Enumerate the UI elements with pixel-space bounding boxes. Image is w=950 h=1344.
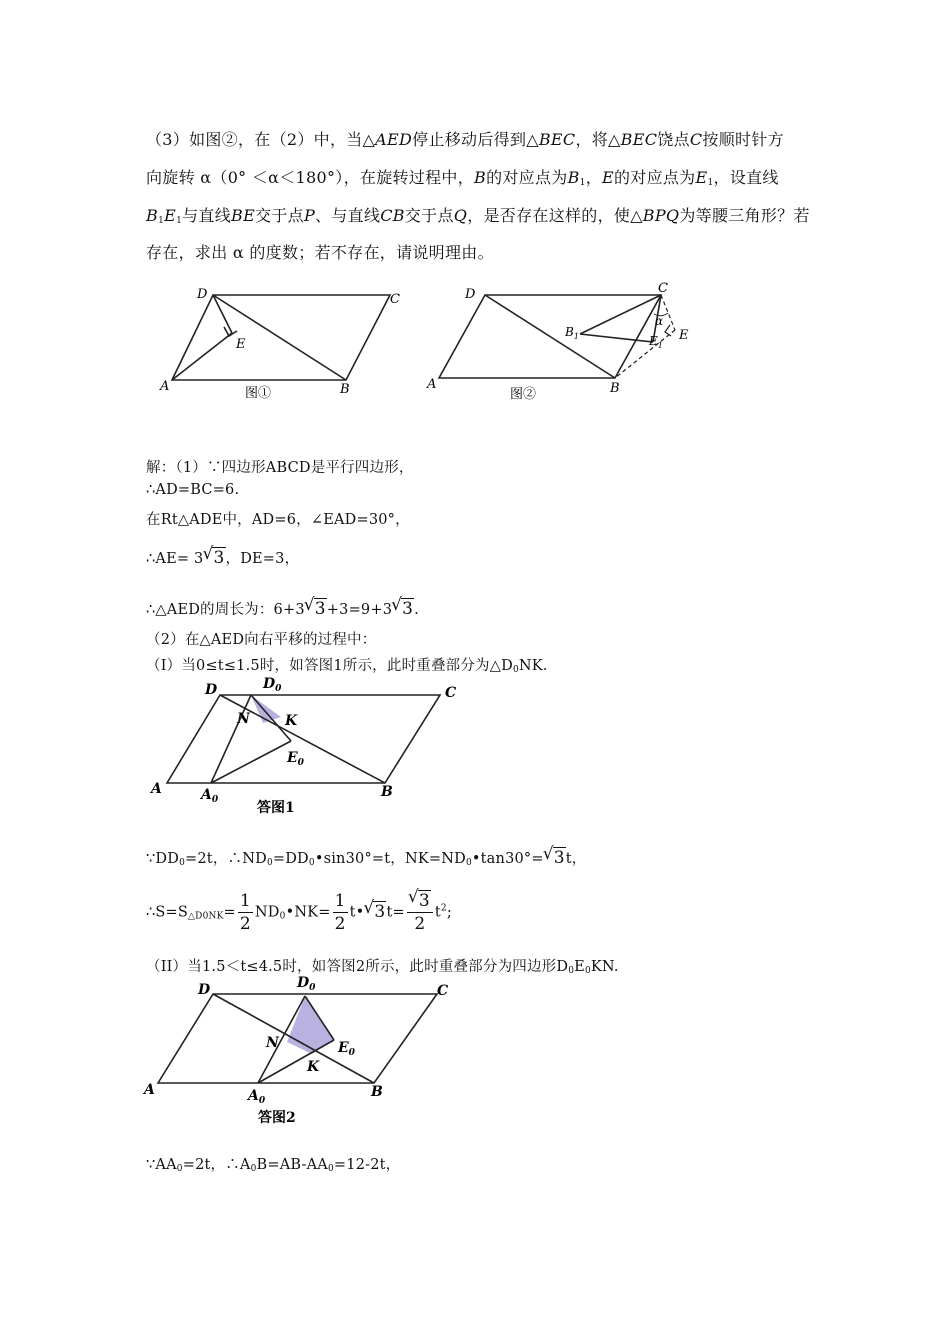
- label-a: A: [427, 377, 437, 392]
- diagonal-db: [213, 994, 374, 1083]
- fraction-half: $\frac{1}{2}$: [334, 891, 346, 934]
- subscript: 0: [279, 911, 286, 922]
- text: AED: [375, 130, 413, 149]
- caption-ans1: 答图1: [257, 800, 295, 816]
- label-b: B: [340, 382, 350, 397]
- text: t•: [349, 904, 365, 921]
- text: ∵AA: [146, 1157, 177, 1173]
- subscript: 0: [512, 665, 519, 675]
- text: E: [602, 168, 614, 187]
- text: BEC: [620, 130, 658, 149]
- segment-cb1: [580, 295, 664, 334]
- label-d0: $D_0$: [263, 676, 282, 694]
- label-c: C: [658, 281, 668, 296]
- text: =: [223, 904, 236, 921]
- label-n: N: [266, 1035, 279, 1051]
- label-b1: $B_1$: [565, 325, 579, 341]
- text: E: [695, 168, 708, 187]
- caption-ans2: 答图2: [258, 1110, 296, 1126]
- solution-line-4: [146, 547, 299, 568]
- fraction-half: $\frac{1}{2}$: [239, 891, 251, 934]
- solution-line-9: $\therefore S=S_{\triangle D0NK}=$ $\frac{1}{2}$ $ND_0•NK=$ $\frac{1}{2}$ t•√ 3t= √ $\frac{3}{2}$ $t^2$;: [146, 890, 452, 935]
- text: 的对应点为: [486, 168, 568, 187]
- text: ，将△: [575, 130, 621, 149]
- text: BPQ: [642, 206, 680, 225]
- text: B: [567, 168, 580, 187]
- fraction-sqrt3-over-2: √ $\frac{3}{2}$: [407, 890, 433, 935]
- label-e0: $E_0$: [338, 1040, 355, 1058]
- label-alpha: α: [655, 314, 664, 328]
- problem-line-3: [146, 203, 810, 226]
- solution-line-2: ∴AD=BC=6.: [146, 482, 240, 498]
- label-d: D: [465, 287, 476, 302]
- superscript: 2: [440, 903, 447, 914]
- label-b: B: [381, 784, 393, 800]
- solution-line-5: [146, 598, 419, 619]
- text: =2t，∴A: [182, 1157, 251, 1173]
- label-c: C: [390, 292, 400, 307]
- solution-line-7: [146, 654, 548, 675]
- sqrt: √ 3: [203, 548, 225, 568]
- label-b: B: [610, 381, 620, 396]
- text: 交于点: [404, 206, 454, 225]
- caption-fig1: 图①: [245, 386, 272, 401]
- text: ，DE=3，: [225, 551, 300, 567]
- label-e1: $E_1$: [649, 334, 663, 350]
- text: 按顺时针方: [702, 130, 784, 149]
- subscript: 0: [308, 858, 315, 868]
- subscript: 1: [707, 178, 714, 188]
- text: •sin30°=t，NK=ND: [314, 851, 466, 867]
- text: 的对应点为: [613, 168, 696, 187]
- text: 交于点: [255, 206, 304, 225]
- text: CB: [380, 206, 405, 225]
- sqrt: √ 3: [544, 848, 566, 868]
- text: ∴S=S: [146, 904, 189, 921]
- segment-b1e1: [580, 334, 653, 342]
- label-a: A: [151, 781, 162, 797]
- text: 与直线: [182, 206, 232, 225]
- text: 向旋转 α（0° ＜α＜180°），在旋转过程中，: [146, 168, 475, 187]
- text: 停止移动后得到△: [412, 130, 539, 149]
- subscript: 0: [266, 858, 273, 868]
- text: 饶点: [657, 130, 690, 149]
- label-a: A: [144, 1082, 155, 1098]
- solution-line-8: [146, 847, 587, 868]
- text: KN.: [590, 959, 619, 975]
- sqrt: √ 3: [305, 599, 327, 619]
- subscript: 1: [176, 216, 183, 226]
- text: E: [574, 959, 585, 975]
- subscript: 0: [465, 858, 472, 868]
- text: （I）当0≤t≤1.5时，如答图1所示，此时重叠部分为△D: [146, 658, 513, 674]
- text: •NK=: [285, 904, 331, 921]
- label-e: E: [679, 328, 689, 343]
- label-e0: $E_0$: [287, 750, 304, 768]
- text: ，: [585, 168, 602, 187]
- text: •tan30°=: [471, 851, 544, 867]
- solution-line-6: （2）在△AED向右平移的过程中：: [146, 632, 377, 648]
- subscript: 0: [327, 1164, 334, 1174]
- label-c: C: [437, 983, 449, 999]
- text: ∵DD: [146, 851, 180, 867]
- text: +3=9+3: [326, 602, 393, 618]
- text: 、与直线: [315, 206, 381, 225]
- text: ND: [254, 904, 280, 921]
- text: ，是否存在这样的，使△: [467, 206, 643, 225]
- segment-a0e0: [211, 741, 291, 783]
- text: C: [689, 130, 703, 149]
- text: ∴△AED的周长为：6+3: [146, 602, 305, 618]
- segment-d0a0: [211, 695, 251, 783]
- solution-line-11: [146, 1153, 400, 1174]
- text: B: [474, 168, 487, 187]
- label-b: B: [371, 1084, 383, 1100]
- subscript: 1: [579, 178, 586, 188]
- label-n: N: [237, 711, 250, 727]
- subscript: 1: [158, 216, 165, 226]
- figure-2: [425, 278, 700, 408]
- label-k: K: [285, 713, 298, 729]
- text: =DD: [272, 851, 309, 867]
- label-d: D: [198, 982, 211, 998]
- label-e: E: [236, 337, 246, 352]
- problem-line-2: [146, 165, 779, 188]
- diagonal-db: [213, 295, 346, 380]
- label-d: D: [205, 682, 218, 698]
- text: （II）当1.5＜t≤4.5时，如答图2所示，此时重叠部分为四边形D: [146, 959, 569, 975]
- text: t=: [386, 904, 405, 921]
- text: B=AB-AA: [256, 1157, 328, 1173]
- text: t，: [565, 851, 587, 867]
- text: ∴AE= 3: [146, 551, 204, 567]
- subscript: △D0NK: [188, 911, 224, 922]
- label-a0: $A_0$: [201, 787, 219, 805]
- sqrt: √ 3: [364, 902, 386, 922]
- solution-line-3: 在Rt△ADE中，AD=6，∠EAD=30°，: [146, 512, 410, 528]
- text: ，设直线: [713, 168, 779, 187]
- label-a: A: [160, 379, 170, 394]
- text: B: [146, 206, 159, 225]
- text: NK.: [518, 658, 548, 674]
- dashed-eb: [615, 330, 675, 378]
- subscript: 0: [584, 966, 591, 976]
- text: P: [303, 206, 316, 225]
- label-k: K: [307, 1059, 320, 1075]
- text: Q: [453, 206, 468, 225]
- text: =12-2t，: [333, 1157, 401, 1173]
- subscript: 0: [250, 1164, 257, 1174]
- sqrt: √ 3: [392, 599, 414, 619]
- label-a0: $A_0$: [248, 1088, 266, 1106]
- answer-figure-2: [140, 972, 460, 1132]
- solution-line-1: 解：（1）∵四边形ABCD是平行四边形，: [146, 460, 414, 476]
- problem-line-1: [146, 127, 784, 150]
- segment-ae: [172, 333, 232, 380]
- text: .: [414, 602, 419, 618]
- text: （3）如图②，在（2）中，当△: [146, 130, 376, 149]
- parallelogram-abcd: [172, 295, 390, 380]
- text: BE: [231, 206, 256, 225]
- right-angle-mark: [665, 325, 671, 336]
- subscript: 0: [179, 858, 186, 868]
- text: E: [164, 206, 177, 225]
- text: t: [434, 904, 441, 921]
- label-d0: $D_0$: [297, 975, 316, 993]
- problem-line-4: 存在，求出 α 的度数；若不存在，请说明理由。: [146, 243, 494, 262]
- subscript: 0: [568, 966, 575, 976]
- text: 为等腰三角形？若: [679, 206, 810, 225]
- label-d: D: [197, 287, 208, 302]
- figure-1: [150, 280, 410, 405]
- answer-figure-1: [145, 673, 465, 818]
- caption-fig2: 图②: [510, 387, 537, 402]
- text: =2t，∴ND: [185, 851, 267, 867]
- label-c: C: [445, 685, 457, 701]
- subscript: 0: [176, 1164, 183, 1174]
- text: BEC: [538, 130, 576, 149]
